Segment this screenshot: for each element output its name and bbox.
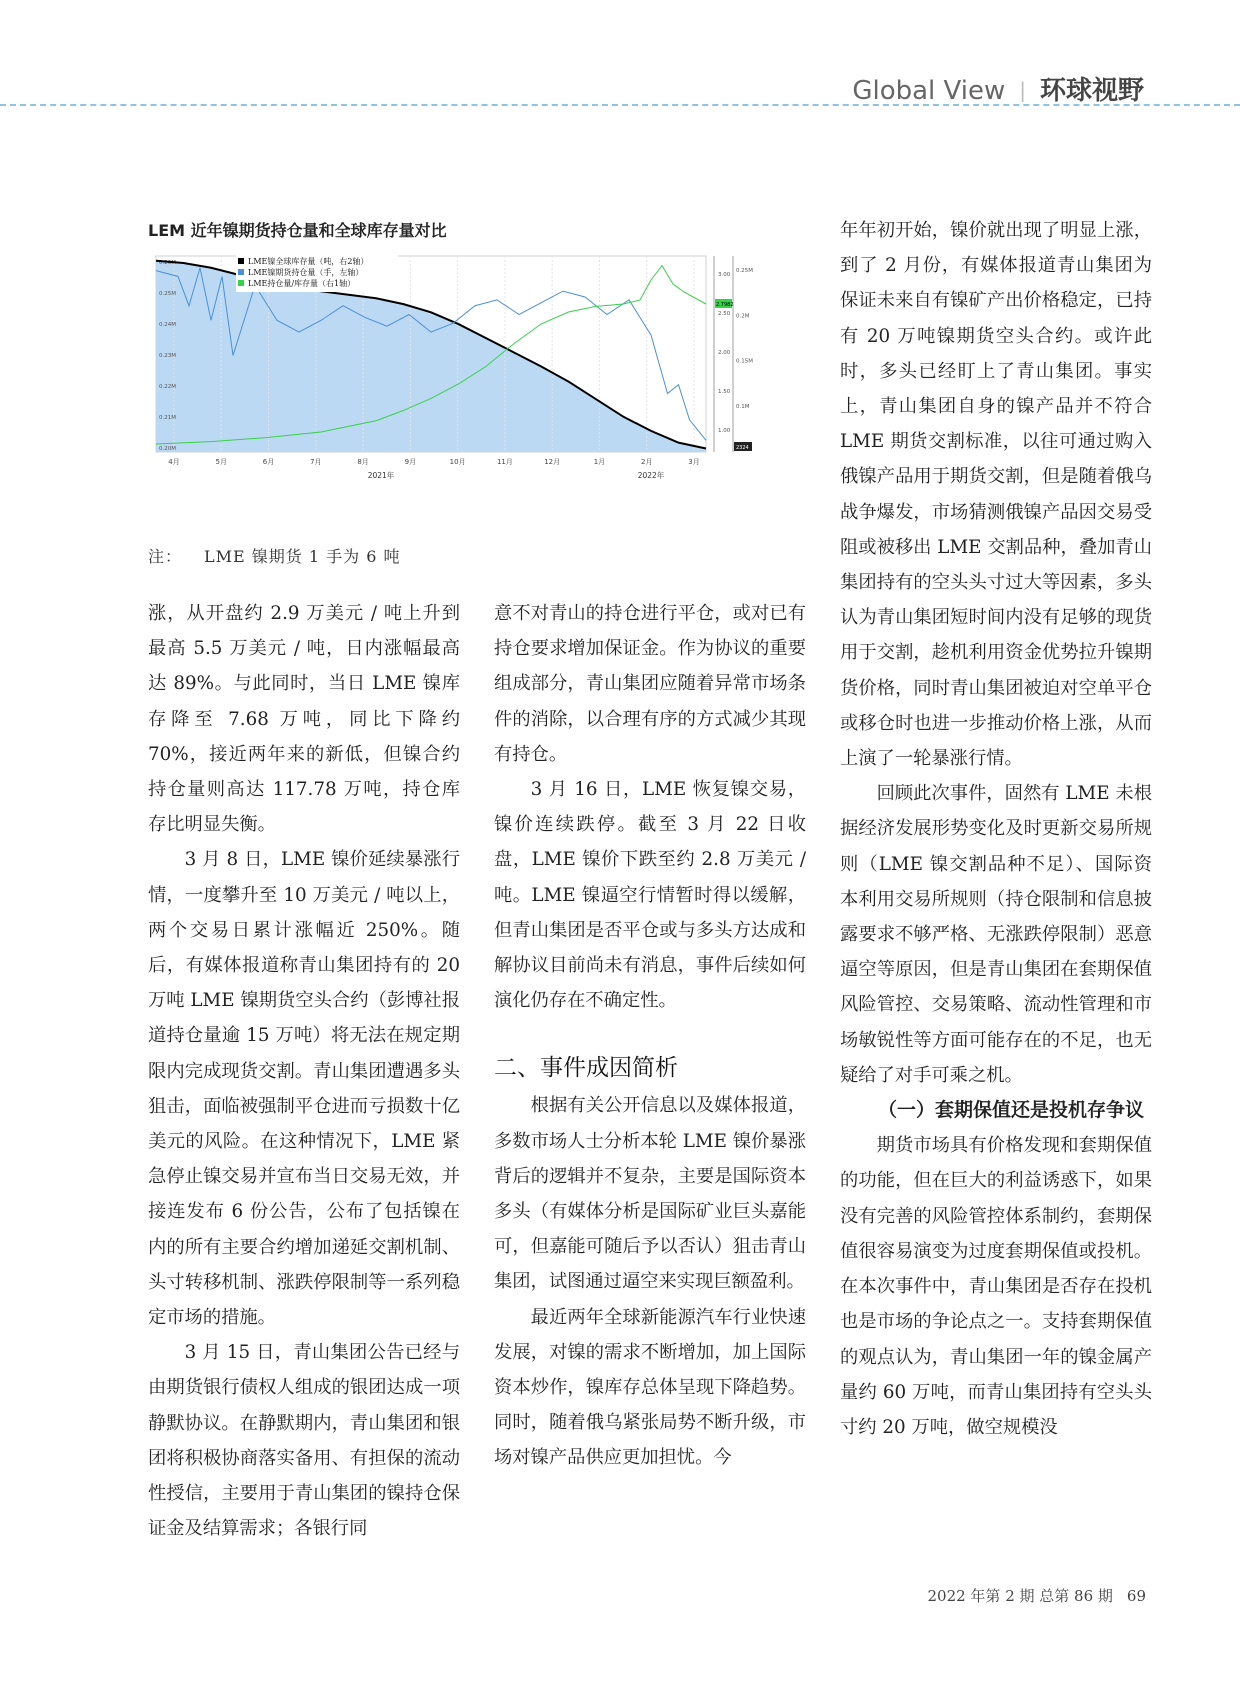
figure-title: LEM 近年镍期货持仓量和全球库存量对比 [148, 221, 447, 240]
legend-swatch [238, 258, 244, 264]
paragraph: 最近两年全球新能源汽车行业快速发展，对镍的需求不断增加，加上国际资本炒作，镍库存总体呈现下降趋势。同时，随着俄乌紧张局势不断升级，市场对镍产品供应更加担忧。今 [494, 1306, 806, 1469]
paragraph: 涨，从开盘约 2.9 万美元 / 吨上升到最高 5.5 万美元 / 吨，日内涨幅最高达 89%。与此同时，当日 LME 镍库存降至 7.68 万吨，同比下降约 70%，接近两年来的新低，但镍合约持仓量则高达 117.78 万吨，持仓库存比明显失衡。 [148, 603, 460, 836]
x-tick-label: 4月 [168, 458, 180, 466]
left-axis-tick: 0.23M [159, 353, 176, 359]
legend-swatch [238, 269, 244, 275]
right2-axis-tick: 0.25M [736, 268, 753, 274]
x-tick-label: 1月 [593, 458, 606, 466]
legend-label: LME镍全球库存量（吨，右2轴） [248, 257, 369, 266]
legend-swatch [238, 280, 244, 286]
x-tick-label: 10月 [449, 458, 466, 466]
left-axis-tick: 0.24M [159, 322, 176, 328]
issue-info: 2022 年第 2 期 总第 86 期 [927, 1587, 1113, 1605]
paragraph: 3 月 16 日，LME 恢复镍交易，镍价连续跌停。截至 3 月 22 日收盘，LME 镍价下跌至约 2.8 万美元 / 吨。LME 镍逼空行情暂时得以缓解，但青山集团是否平仓或与多头方达成和解协议目前尚未有消息，事件后续如何演化仍存在不确定性。 [494, 779, 806, 1012]
paragraph: 3 月 8 日，LME 镍价延续暴涨行情，一度攀升至 10 万美元 / 吨以上，两个交易日累计涨幅近 250%。随后，有媒体报道称青山集团持有的 20 万吨 LME 镍期货空头合约（彭博社报道持仓量逾 15 万吨）将无法在规定期限内完成现货交割。青山集团遭遇多头狙击，面临被强制平仓进而亏损数十亿美元的风险。在这种情况下，LME 紧急停止镍交易并宣布当日交易无效，并接连发布 6 份公告，公布了包括镍在内的所有主要合约增加递延交割机制、头寸转移机制、涨跌停限制等一系列稳定市场的措施。 [148, 849, 460, 1329]
x-tick-label: 9月 [404, 458, 417, 466]
right1-axis-tick: 2.00 [718, 350, 731, 356]
column-3 [840, 213, 1152, 1445]
section-title-cn: 环球视野 [1039, 76, 1144, 106]
left-axis-tick: 0.22M [159, 384, 176, 390]
page-footer [927, 1585, 1146, 1606]
page-number: 69 [1126, 1587, 1146, 1605]
x-tick-label: 2月 [640, 458, 653, 466]
paragraph: 期货市场具有价格发现和套期保值的功能，但在巨大的利益诱惑下，如果没有完善的风险管控体系制约，套期保值很容易演变为过度套期保值或投机。在本次事件中，青山集团是否存在投机也是市场的争论点之一。支持套期保值的观点认为，青山集团一年的镍金属产量约 60 万吨，而青山集团持有空头头寸约 20 万吨，做空规模没 [840, 1135, 1152, 1438]
right2-axis-tick: 0.15M [736, 358, 753, 365]
right2-axis-tick: 0.1M [736, 404, 750, 410]
page-header [852, 70, 1144, 107]
chart [146, 252, 798, 524]
x-tick-label: 3月 [688, 458, 700, 466]
right1-axis-tick: 1.00 [718, 428, 731, 434]
paragraph: 意不对青山的持仓进行平仓，或对已有持仓要求增加保证金。作为协议的重要组成部分，青山集团应随着异常市场条件的消除，以合理有序的方式减少其现有持仓。 [494, 603, 806, 765]
paragraph: 回顾此次事件，固然有 LME 未根据经济发展形势变化及时更新交易所规则（LME 镍交割品种不足）、国际资本利用交易所规则（持仓限制和信息披露要求不够严格、无涨跌停限制）恶意逼空等原因，但是青山集团在套期保值风险管控、交易策略、流动性管理和市场敏锐性等方面可能存在的不足，也无疑给了对手可乘之机。 [840, 783, 1152, 1086]
figure-note-label: 注： [148, 547, 183, 566]
figure-note-text: LME 镍期货 1 手为 6 吨 [204, 547, 401, 566]
section-heading: 二、事件成因简析 [494, 1055, 678, 1082]
chart-svg [146, 252, 798, 524]
x-tick-label: 12月 [544, 458, 561, 466]
right1-axis-tick: 1.50 [718, 389, 731, 395]
left-axis-tick: 0.26M [159, 260, 176, 266]
column-2 [494, 596, 806, 1476]
figure-note [148, 544, 401, 567]
paragraph: 3 月 15 日，青山集团公告已经与由期货银行债权人组成的银团达成一项静默协议。在静默期内，青山集团和银团将积极协商落实备用、有担保的流动性授信，主要用于青山集团的镍持仓保证金及结算需求；各银行同 [148, 1342, 460, 1540]
header-separator: | [1019, 78, 1026, 102]
x-tick-label: 8月 [357, 458, 369, 466]
x-tick-label: 5月 [215, 458, 228, 466]
section-title-en: Global View [852, 76, 1006, 106]
x-tick-label: 7月 [310, 458, 322, 466]
column-1 [148, 596, 460, 1546]
right1-axis-tick: 3.00 [718, 272, 731, 278]
x-year-label: 2022年 [637, 471, 665, 480]
left-axis-tick: 0.20M [159, 446, 176, 452]
x-tick-label: 11月 [496, 458, 513, 466]
right2-axis-tick: 0.2M [736, 313, 750, 320]
right1-axis-tick: 2.50 [718, 311, 731, 317]
paragraph: 年年初开始，镍价就出现了明显上涨，到了 2 月份，有媒体报道青山集团为保证未来自有镍矿产出价格稳定，已持有 20 万吨镍期货空头合约。或许此时，多头已经盯上了青山集团。事实上，青山集团自身的镍产品并不符合 LME 期货交割标准，以往可通过购入俄镍产品用于期货交割，但是随着俄乌战争爆发，市场猜测俄镍产品因交易受阻或被移出 LME 交割品种，叠加青山集团持有的空头头寸过大等因素，多头认为青山集团短时间内没有足够的现货用于交割，趁机利用资金优势拉升镍期货价格，同时青山集团被迫对空单平仓或移仓时也进一步推动价格上涨，从而上演了一轮暴涨行情。 [840, 220, 1152, 770]
legend-label: LME镍期货持仓量（手，左轴） [248, 268, 364, 277]
end-label-ratio: 2.7982 [716, 302, 734, 308]
paragraph: 根据有关公开信息以及媒体报道，多数市场人士分析本轮 LME 镍价暴涨背后的逻辑并不复杂，主要是国际资本多头（有媒体分析是国际矿业巨头嘉能可，但嘉能可随后予以否认）狙击青山集团，试图通过逼空来实现巨额盈利。 [494, 1095, 806, 1293]
x-year-label: 2021年 [367, 471, 395, 480]
end-label-stock: 2324 [736, 445, 749, 451]
x-tick-label: 6月 [262, 458, 275, 466]
subsection-heading: （一）套期保值还是投机存争议 [878, 1099, 1145, 1122]
left-axis-tick: 0.21M [159, 415, 176, 421]
left-axis-tick: 0.25M [159, 291, 176, 297]
legend-label: LME持仓量/库存量（右1轴） [248, 279, 356, 288]
